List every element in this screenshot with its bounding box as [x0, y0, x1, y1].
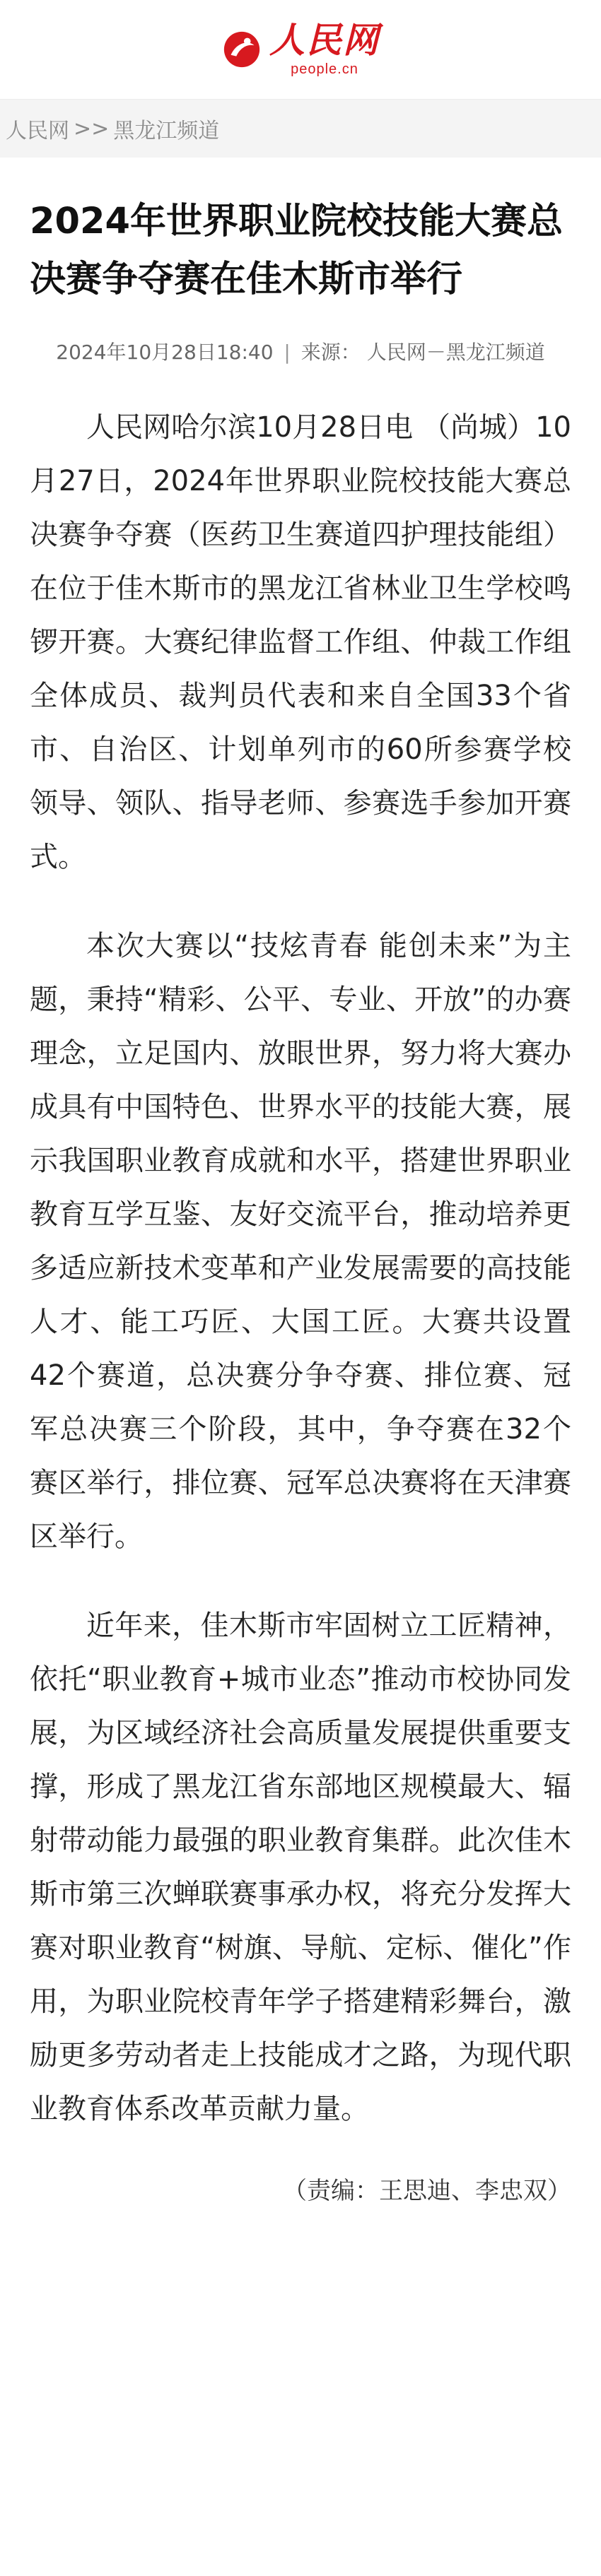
- article-date: 2024年10月28日18:40: [56, 341, 274, 364]
- logo-text: [269, 19, 380, 77]
- paragraph-2: 本次大赛以“技炫青春 能创未来”为主题，秉持“精彩、公平、专业、开放”的办赛理念，立足国内、放眼世界，努力将大赛办成具有中国特色、世界水平的技能大赛，展示我国职业教育成就和水平，搭建世界职业教育互学互鉴、友好交流平台，推动培养更多适应新技术变革和产业发展需要的高技能人才、能工巧匠、大国工匠。大赛共设置42个赛道，总决赛分争夺赛、排位赛、冠军总决赛三个阶段，其中，争夺赛在32个赛区举行，排位赛、冠军总决赛将在天津赛区举行。: [30, 930, 571, 1553]
- breadcrumb-channel-link[interactable]: 黑龙江频道: [113, 119, 220, 143]
- article-body: [30, 401, 571, 2136]
- logo-chinese: 人民网: [269, 19, 380, 61]
- article-meta: [30, 338, 571, 367]
- paragraph-3: 近年来，佳木斯市牢固树立工匠精神，依托“职业教育+城市业态”推动市校协同发展，为区域经济社会高质量发展提供重要支撑，形成了黑龙江省东部地区规模最大、辐射带动能力最强的职业教育集群。此次佳木斯市第三次蝉联赛事承办权，将充分发挥大赛对职业教育“树旗、导航、定标、催化”作用，为职业院校青年学子搭建精彩舞台，激励更多劳动者走上技能成才之路，为现代职业教育体系改革贡献力量。: [30, 1609, 571, 2125]
- breadcrumb-home-link[interactable]: 人民网: [6, 119, 69, 143]
- meta-divider: |: [284, 341, 291, 364]
- paragraph-1: 人民网哈尔滨10月28日电 （尚城）10月27日，2024年世界职业院校技能大赛总决赛争夺赛（医药卫生赛道四护理技能组）在位于佳木斯市的黑龙江省林业卫生学校鸣锣开赛。大赛纪律监督工作组、仲裁工作组全体成员、裁判员代表和来自全国33个省市、自治区、计划单列市的60所参赛学校领导、领队、指导老师、参赛选手参加开赛式。: [30, 411, 571, 873]
- source-link[interactable]: 人民网－黑龙江频道: [366, 341, 545, 364]
- people-cn-logo[interactable]: [221, 19, 380, 77]
- breadcrumb-separator: >>: [74, 116, 110, 141]
- site-header: [0, 0, 601, 100]
- logo-english: people.cn: [291, 61, 358, 77]
- editor-credit: （责编：王思迪、李忠双）: [283, 2177, 571, 2205]
- people-logo-icon: [221, 29, 262, 70]
- source-label: 来源：: [300, 341, 361, 364]
- article-title: 2024年世界职业院校技能大赛总决赛争夺赛在佳木斯市举行: [30, 201, 563, 300]
- breadcrumb: [0, 100, 601, 158]
- article: [0, 158, 601, 2206]
